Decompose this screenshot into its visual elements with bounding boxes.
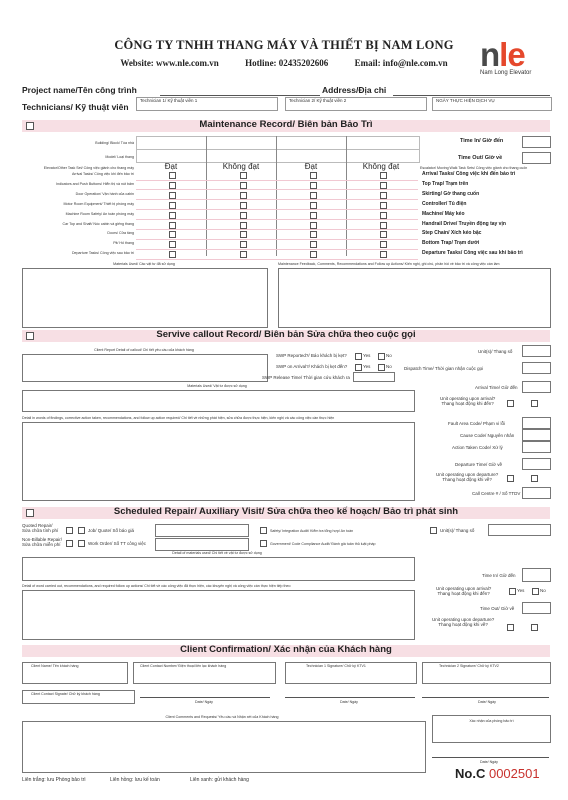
feedback-label: Maintenance Feedback, Comments, Recommendations and Follow up Actions/ Kiến nghị, ghi chú, phản hồi về bảo trì và công việc cần làm (278, 262, 500, 266)
job-quote-field[interactable] (155, 524, 249, 537)
time-in-label: Time In/ Giờ đến (460, 138, 504, 144)
action-label: Action Taken Code/ Xử lý (452, 445, 503, 450)
serial-number (455, 766, 540, 781)
escalator-tasks-label: Escalator/ Moving Walk Task Sets/ Công việc giành cho thang cuốn (420, 166, 528, 170)
departure-field[interactable] (522, 458, 551, 470)
units-label: Unit(s)/ Thang số (478, 349, 513, 354)
row-separator (136, 189, 418, 190)
task-checkbox[interactable] (310, 202, 317, 209)
task-checkbox[interactable] (380, 182, 387, 189)
date-label-3: Date/ Ngày (478, 700, 496, 704)
escalator-task-label: Machine/ Máy kéo (422, 210, 465, 217)
comments-label: Client Comments and Requests/ Yêu cầu và Nhận xét của Khách hàng (165, 715, 279, 719)
escalator-task-label: Top Trap/ Trạm trên (422, 180, 469, 187)
sched-unit-op-departure-yes[interactable] (507, 624, 514, 631)
task-checkbox[interactable] (310, 192, 317, 199)
task-checkbox[interactable] (169, 231, 176, 238)
serial-label: No.C (455, 766, 486, 781)
arrival-field[interactable] (522, 381, 551, 393)
task-checkbox[interactable] (169, 182, 176, 189)
email: Email: info@nle.com.vn (354, 58, 448, 68)
swp-reported-yes[interactable] (355, 353, 362, 360)
materials-box[interactable] (22, 268, 268, 328)
call-centre-field[interactable] (522, 487, 551, 499)
escalator-task-label: Bottom Trap/ Trạm dưới (422, 240, 480, 247)
task-checkbox[interactable] (240, 251, 247, 258)
escalator-task-label: Controller/ Tủ điện (422, 200, 467, 207)
task-checkbox[interactable] (310, 212, 317, 219)
sched-time-in-field[interactable] (522, 568, 551, 582)
elevator-task-label: Doors/ Cửa tầng (107, 231, 134, 236)
comments-box[interactable] (22, 721, 426, 773)
col-fail-1: Không đạt (222, 162, 260, 171)
row-separator (136, 259, 418, 260)
swp-reported-no[interactable] (378, 353, 385, 360)
client-contact-date-line[interactable] (140, 697, 270, 698)
company-logo (480, 36, 560, 85)
sched-unit-op-departure-label: Unit operating upon departure? Thang hoạt động khi về? (432, 617, 495, 627)
units-field[interactable] (522, 345, 551, 357)
address-line[interactable] (393, 95, 550, 96)
sched-time-out-label: Time Out/ Giờ về (480, 606, 515, 611)
confirmation-banner (22, 645, 550, 657)
non-billable-label: Non-Billable Repair/ Sửa chữa miễn phí (22, 537, 63, 547)
action-field[interactable] (522, 441, 551, 453)
elevator-task-label: Arrival Tasks/ Công việc khi đến bảo trì (71, 172, 134, 176)
work-order-checkbox[interactable] (78, 540, 85, 547)
date-label-1: Date/ Ngày (195, 700, 213, 704)
callout-banner (22, 330, 550, 342)
hotline: Hotline: 02435202606 (245, 58, 329, 68)
col-pass-1: Đạt (164, 162, 178, 171)
maint-date-line[interactable] (432, 757, 549, 758)
col-fail-2: Không đạt (362, 162, 400, 171)
elevator-task-label: Car Top and Shaft/ Nóc cabin và giếng thang (62, 221, 134, 226)
time-in-field[interactable] (522, 136, 551, 148)
address-label: Address/Địa chỉ (322, 85, 387, 95)
units-checkbox[interactable] (430, 527, 437, 534)
task-checkbox[interactable] (380, 241, 387, 248)
swp-arrival-yes[interactable] (355, 364, 362, 371)
non-billable-checkbox[interactable] (66, 540, 73, 547)
tech2-field[interactable]: Technician 2/ Kỹ thuật viên 2 (285, 97, 427, 111)
task-checkbox[interactable] (380, 251, 387, 258)
task-checkbox[interactable] (240, 212, 247, 219)
unit-op-arrival-no[interactable] (531, 400, 538, 407)
unit-op-departure-label: Unit operating upon departure? Thang hoạt động khi về? (436, 472, 499, 482)
row-separator (136, 209, 418, 210)
escalator-task-label: Arrival Tasks/ Công việc khi đến bảo trì (422, 171, 516, 177)
maintenance-title: Maintenance Record/ Biên bản Bảo Trì (199, 119, 373, 130)
building-label: Building/ Block/ Tòa nhà (95, 141, 134, 145)
elevator-task-label: Door Operation/ Vận hành của cabin (75, 191, 134, 196)
task-checkbox[interactable] (310, 182, 317, 189)
sched-unit-op-departure-no[interactable] (531, 624, 538, 631)
maintenance-banner (22, 120, 550, 132)
swp-reported-label: SWP Reported?/ Báo khách bị kẹt? (276, 353, 347, 358)
task-checkbox[interactable] (240, 182, 247, 189)
escalator-task-label: Handrail Drive/ Truyền động tay vịn (422, 220, 506, 227)
model-label: Model/ Loại thang (105, 155, 134, 159)
task-checkbox[interactable] (380, 212, 387, 219)
unit-op-arrival-yes[interactable] (507, 400, 514, 407)
elevator-task-label: Indicators and Push Buttons/ Hiển thị và nút bấm (56, 181, 134, 186)
work-order-label: Work Order/ Số TT công việc (88, 541, 147, 546)
swp-arrival-label: SWP on Arrival?/ Khách bị kẹt đến? (276, 364, 348, 369)
task-checkbox[interactable] (169, 212, 176, 219)
job-quote-checkbox[interactable] (78, 527, 85, 534)
safety-label: Safety/ Integration Audit/ Kiểm tra tổng hợp/ An toàn (270, 529, 354, 533)
task-checkbox[interactable] (380, 222, 387, 229)
logo-mark: nle (480, 36, 525, 73)
work-order-field[interactable] (155, 538, 249, 551)
departure-label: Departure Time/ Giờ về (455, 462, 502, 467)
row-separator (136, 219, 418, 220)
copy-white: Liên trắng: lưu Phòng bảo trì (22, 777, 86, 783)
tech1-date-line[interactable] (285, 697, 415, 698)
arrival-label: Arrival Time/ Giờ đến (475, 385, 518, 390)
sched-time-in-label: Time In/ Giờ đến (482, 573, 516, 578)
sched-materials-box[interactable] (22, 557, 415, 581)
task-checkbox[interactable] (310, 241, 317, 248)
task-checkbox[interactable] (240, 192, 247, 199)
tech1-signature-box[interactable]: Technician 1 Signature/ Chữ ký KTV1 (285, 662, 417, 684)
swp-release-field[interactable] (353, 372, 395, 382)
swp-release-label: SWP Release Time/ Thời gian cứu khách ra (262, 375, 350, 380)
sched-unit-op-arrival-no[interactable] (532, 588, 539, 595)
sched-details-box[interactable] (22, 590, 415, 640)
escalator-task-label: Skirting/ Gờ thang cuốn (422, 190, 480, 197)
unit-op-arrival-label: Unit operating upon arrival? Thang hoạt động khi đến? (440, 396, 496, 406)
client-report-box[interactable] (22, 354, 268, 382)
time-out-label: Time Out/ Giờ về (458, 155, 503, 161)
escalator-task-label: Departure Tasks/ Công việc sau khi bảo trì (422, 250, 523, 257)
dispatch-label: Dispatch Time/ Thời gian nhận cuộc gọi (404, 366, 484, 371)
building-row[interactable] (136, 136, 420, 149)
date-label-4: Date/ Ngày (480, 760, 498, 764)
project-label: Project name/Tên công trình (22, 85, 137, 95)
dispatch-field[interactable] (522, 362, 551, 374)
escalator-task-label: Step Chain/ Xích kéo bậc (422, 230, 482, 237)
swp-arrival-no[interactable] (378, 364, 385, 371)
elevator-task-label: Departure Tasks/ Công việc sau bảo trì (71, 251, 134, 256)
task-checkbox[interactable] (169, 222, 176, 229)
callout-title: Servive callout Record/ Biên bản Sửa chữa theo cuộc gọi (156, 329, 416, 340)
maint-confirm-box[interactable]: Xác nhận của phòng bảo trì (432, 715, 551, 743)
service-date-field[interactable]: NGÀY THỰC HIỆN DỊCH VỤ (432, 97, 552, 111)
confirmation-title: Client Confirmation/ Xác nhận của Khách hàng (180, 644, 392, 655)
unit-op-departure-yes[interactable] (507, 475, 514, 482)
copy-pink: Liên hồng: lưu kế toán (110, 777, 160, 783)
government-checkbox[interactable] (260, 540, 267, 547)
task-checkbox[interactable] (240, 231, 247, 238)
job-quote-label: Job/ Quote/ Số báo giá (88, 528, 135, 533)
tech2-date-line[interactable] (422, 697, 549, 698)
task-checkbox[interactable] (310, 172, 317, 179)
model-row[interactable] (136, 149, 420, 163)
materials-label: Materials Used/ Các vật tư đã sử dụng (113, 262, 175, 266)
tech1-field[interactable]: Technician 1/ Kỹ thuật viên 1 (136, 97, 278, 111)
callout-details-box[interactable] (22, 422, 415, 501)
callout-materials-label: Materials Used/ Vật tư được sử dụng (187, 384, 247, 388)
sched-units-label: Unit(s)/ Thang số (440, 528, 475, 533)
government-label: Government/ Code Compliance Audit/ Đánh giá tuân thủ luật pháp (270, 542, 376, 546)
project-line[interactable] (160, 95, 320, 96)
row-separator (136, 249, 418, 250)
sched-materials-label: Detail of materials used/ Chi tiết về vật tư được sử dụng (172, 551, 262, 555)
row-separator (136, 239, 418, 240)
task-checkbox[interactable] (240, 202, 247, 209)
row-separator (136, 180, 418, 181)
sched-unit-op-arrival-label: Unit operating upon arrival? Thang hoạt động khi đến? (436, 586, 492, 596)
task-checkbox[interactable] (240, 172, 247, 179)
website: Website: www.nle.com.vn (120, 58, 219, 68)
technicians-label: Technicians/ Kỹ thuật viên (22, 102, 129, 112)
sched-time-out-field[interactable] (522, 602, 551, 614)
company-name: CÔNG TY TNHH THANG MÁY VÀ THIẾT BỊ NAM LONG (114, 38, 454, 52)
task-checkbox[interactable] (380, 192, 387, 199)
safety-checkbox[interactable] (260, 527, 267, 534)
scheduled-banner (22, 507, 550, 519)
fault-area-label: Fault Area Code/ Phạm vi lỗi (448, 421, 506, 426)
elevator-tasks-label: Elevator/Other Task Set/ Công việc giành cho thang máy (43, 166, 134, 170)
sched-unit-op-arrival-yes[interactable] (509, 588, 516, 595)
client-report-label: Client Report Detail of callout/ Chi tiết yêu cầu của khách hàng (94, 348, 194, 352)
fault-area-field[interactable] (522, 417, 551, 429)
callout-details-label: Detail in words of findings, corrective action taken, recommendations, and follow up action required/ Chi tiết về những phát hiện, sửa chữa được thực hiện, kiến nghị và các công việc cần thực hiện (22, 416, 335, 420)
cause-label: Cause Code/ Nguyên nhân (460, 433, 515, 438)
cause-field[interactable] (522, 429, 551, 441)
quoted-checkbox[interactable] (66, 527, 73, 534)
sched-details-label: Detail of word carried out, recommendations, and required follow up actions/ Chi tiết về các công việc đã thực hiện, các khuyến nghị và công việc cần thực hiện tiếp theo (22, 584, 291, 588)
task-checkbox[interactable] (310, 231, 317, 238)
task-checkbox[interactable] (310, 222, 317, 229)
task-checkbox[interactable] (240, 241, 247, 248)
callout-materials-box[interactable] (22, 390, 415, 412)
task-checkbox[interactable] (169, 251, 176, 258)
task-checkbox[interactable] (169, 202, 176, 209)
quoted-label: Quoted Repair/ Sửa chữa tính phí (22, 523, 59, 533)
time-out-field[interactable] (522, 152, 551, 164)
date-label-2: Date/ Ngày (340, 700, 358, 704)
task-checkbox[interactable] (310, 251, 317, 258)
call-centre-label: Call Centre # / Số TTDV (472, 491, 521, 496)
elevator-task-label: Machine Room Safety/ An toàn phòng máy (65, 211, 134, 216)
unit-op-departure-no[interactable] (531, 475, 538, 482)
task-checkbox[interactable] (380, 172, 387, 179)
task-checkbox[interactable] (380, 202, 387, 209)
sched-units-field[interactable] (488, 524, 551, 536)
feedback-box[interactable] (278, 268, 551, 328)
col-pass-2: Đạt (304, 162, 318, 171)
task-checkbox[interactable] (169, 241, 176, 248)
elevator-task-label: Motor Room Equipment/ Thiết bị phòng máy (63, 201, 134, 206)
row-separator (136, 199, 418, 200)
scheduled-title: Scheduled Repair/ Auxiliary Visit/ Sửa chữa theo kế hoạch/ Bảo trì phát sinh (113, 506, 459, 517)
copy-blue: Liên xanh: gửi khách hàng (190, 777, 249, 783)
elevator-task-label: Pit/ Hố thang (113, 241, 134, 246)
client-signature-box[interactable]: Client Contact Signate/ Chữ ký khách hàng (22, 690, 135, 704)
serial-value: 0002501 (488, 766, 540, 781)
client-name-box[interactable]: Client Name/ Tên khách hàng (22, 662, 128, 684)
task-checkbox[interactable] (169, 192, 176, 199)
tech2-signature-box[interactable]: Technician 2 Signature/ Chữ ký KTV2 (422, 662, 551, 684)
client-contact-box[interactable]: Client Contact Number/ Điện thoại liên lạc khách hàng (133, 662, 276, 684)
task-checkbox[interactable] (380, 231, 387, 238)
row-separator (136, 229, 418, 230)
task-checkbox[interactable] (169, 172, 176, 179)
task-checkbox[interactable] (240, 222, 247, 229)
logo-subtitle: Nam Long Elevator (480, 70, 532, 76)
